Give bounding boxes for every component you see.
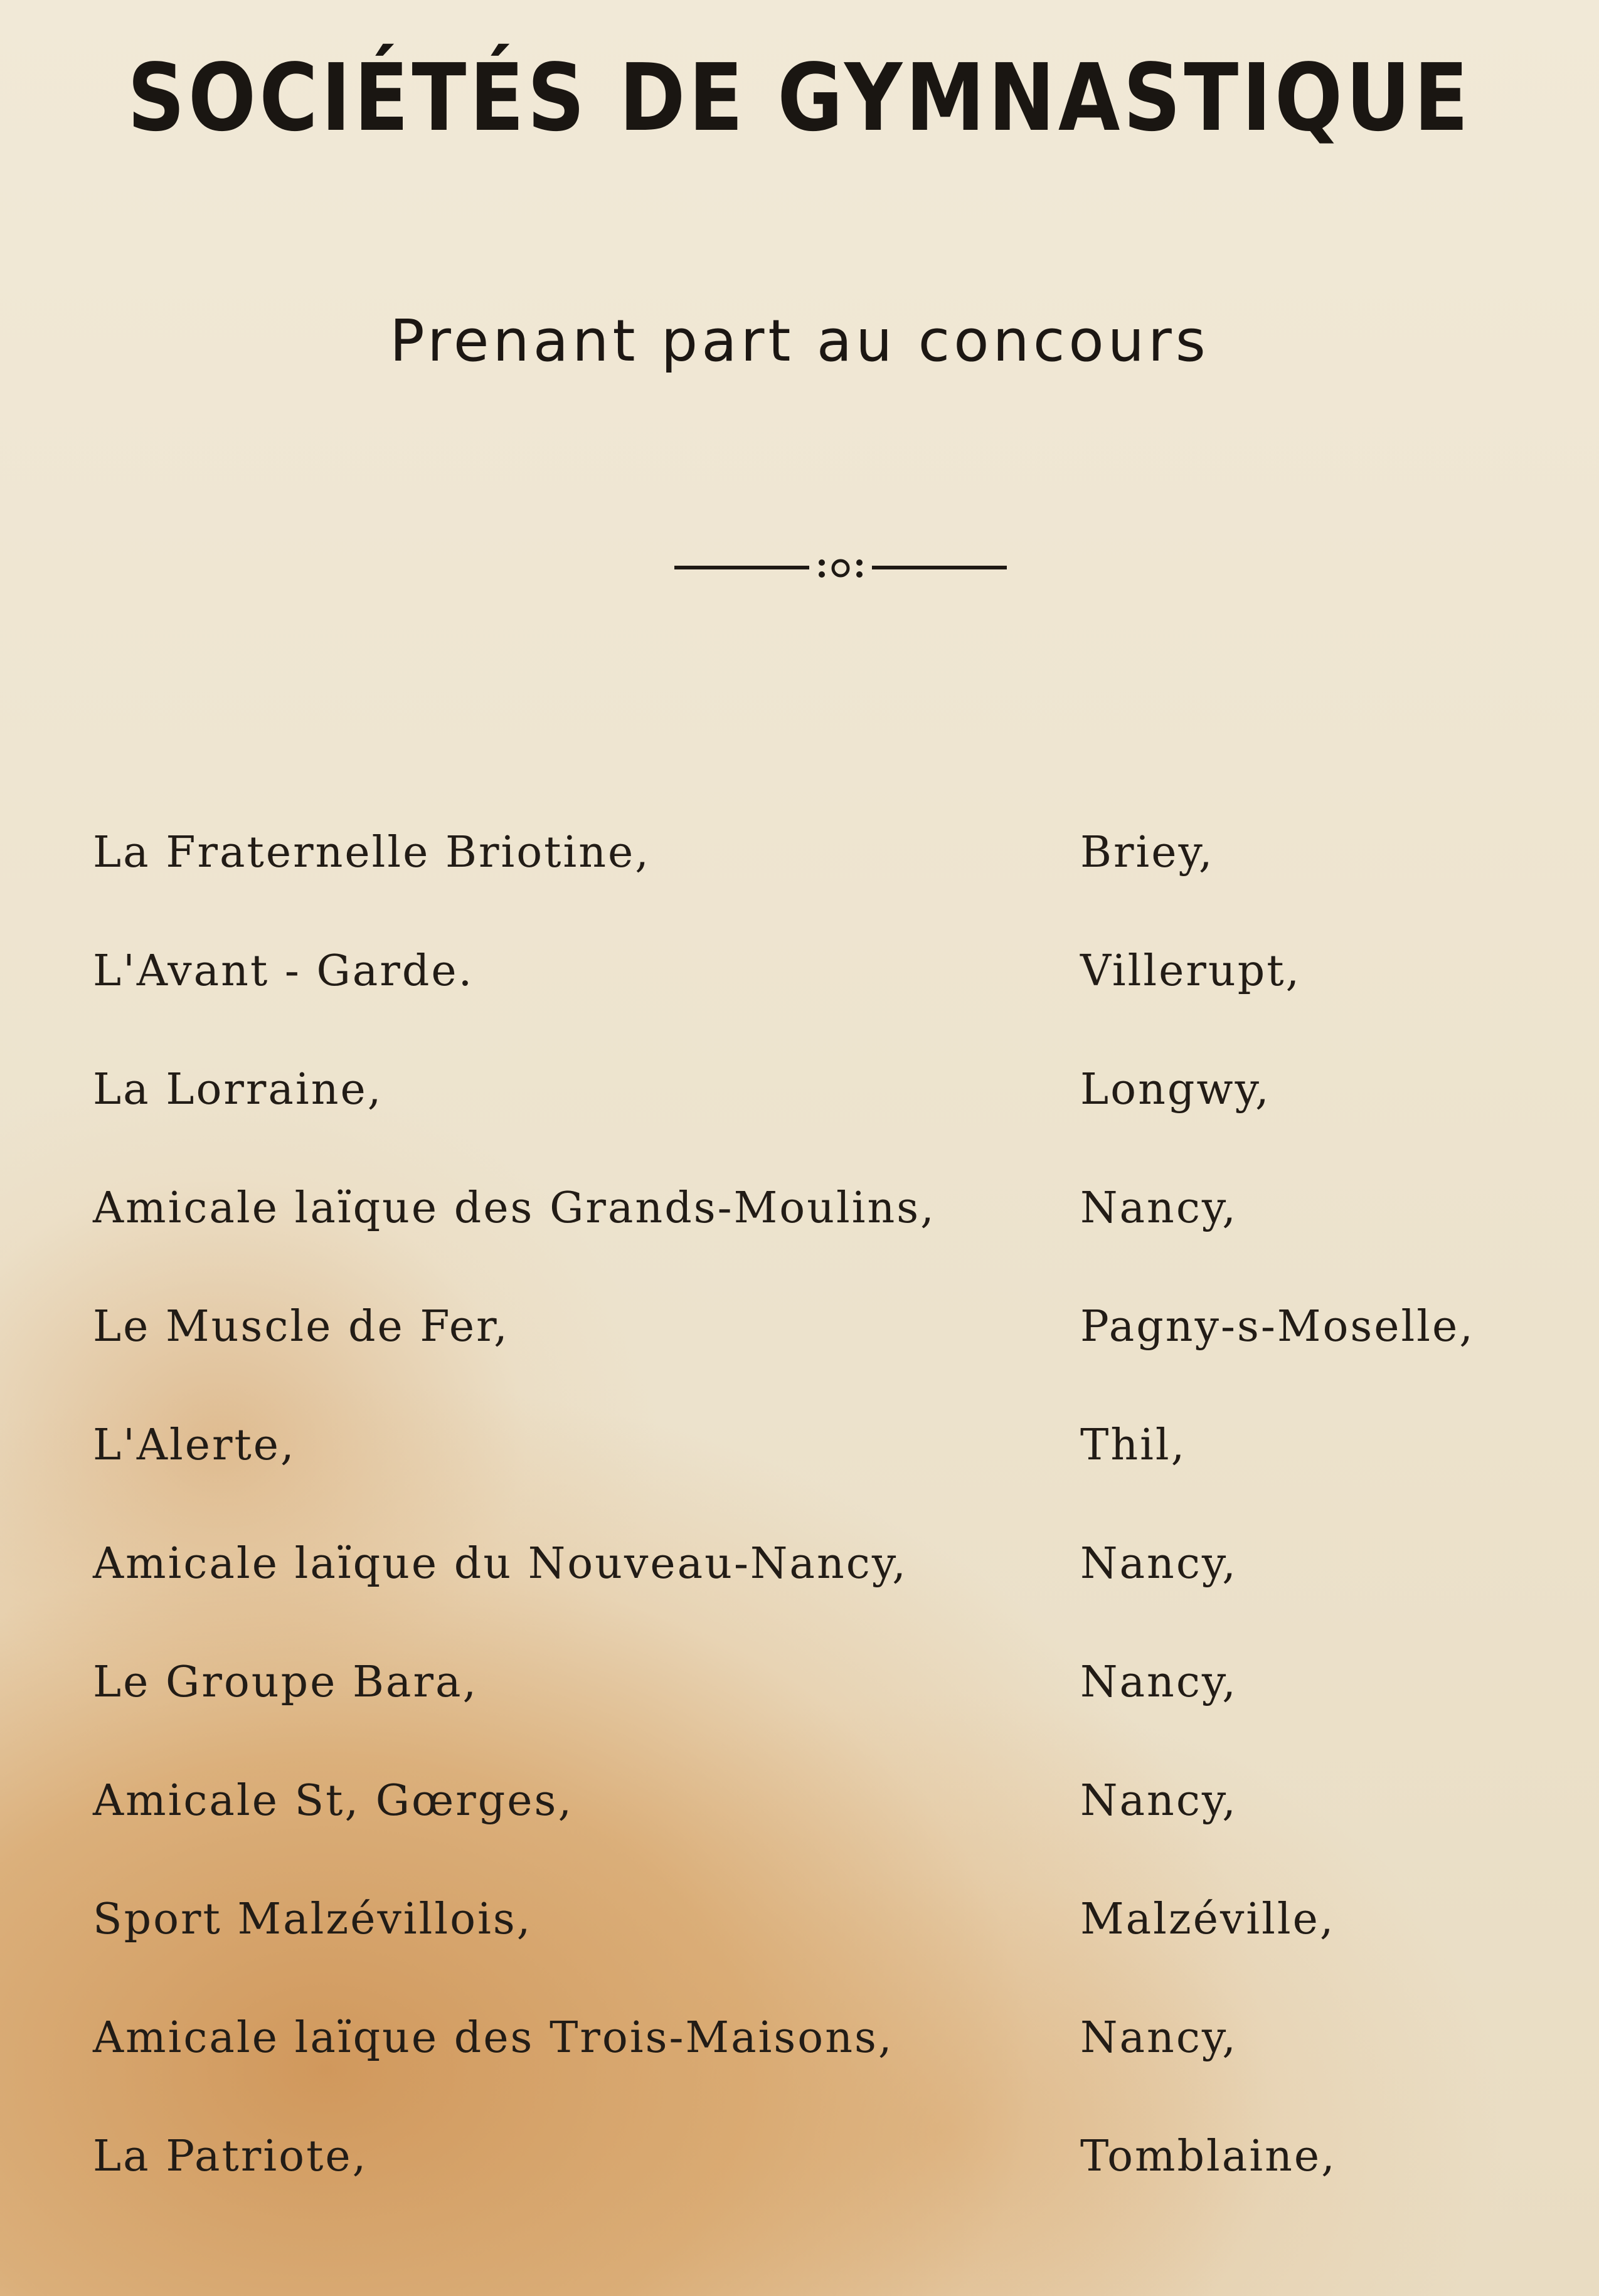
list-item xyxy=(0,828,1599,946)
society-town: Tomblaine, xyxy=(1080,2132,1337,2181)
society-name: La Fraternelle Briotine, xyxy=(93,828,651,877)
society-town: Nancy, xyxy=(1080,1776,1238,1826)
page-subtitle: Prenant part au concours xyxy=(390,307,1209,374)
society-name: L'Alerte, xyxy=(93,1420,296,1470)
list-item xyxy=(0,1302,1599,1420)
list-item xyxy=(0,1658,1599,1776)
list-item xyxy=(0,1183,1599,1302)
society-name: L'Avant - Garde. xyxy=(93,946,474,996)
society-town: Pagny-s-Moselle, xyxy=(1080,1302,1475,1352)
page-title: SOCIÉTÉS DE GYMNASTIQUE xyxy=(127,44,1472,152)
society-town: Nancy, xyxy=(1080,1183,1238,1233)
list-item xyxy=(0,1895,1599,2013)
society-town: Longwy, xyxy=(1080,1065,1271,1114)
list-item xyxy=(0,946,1599,1065)
society-name: La Patriote, xyxy=(93,2132,368,2181)
society-name: Le Muscle de Fer, xyxy=(93,1302,509,1352)
ornament-divider xyxy=(674,546,1007,590)
list-item xyxy=(0,2132,1599,2250)
list-item xyxy=(0,2013,1599,2132)
list-item xyxy=(0,1776,1599,1895)
society-name: Amicale laïque du Nouveau-Nancy, xyxy=(93,1539,908,1589)
society-town: Nancy, xyxy=(1080,2013,1238,2063)
list-item xyxy=(0,1539,1599,1658)
society-name: Amicale St, Gœrges, xyxy=(93,1776,574,1826)
society-name: Amicale laïque des Grands-Moulins, xyxy=(93,1183,936,1233)
society-town: Nancy, xyxy=(1080,1539,1238,1589)
society-name: Amicale laïque des Trois-Maisons, xyxy=(93,2013,894,2063)
society-town: Thil, xyxy=(1080,1420,1187,1470)
society-town: Nancy, xyxy=(1080,1658,1238,1707)
society-town: Villerupt, xyxy=(1080,946,1302,996)
list-item xyxy=(0,1420,1599,1539)
society-town: Briey, xyxy=(1080,828,1214,877)
list-item xyxy=(0,1065,1599,1183)
societies-list xyxy=(0,828,1599,2250)
society-name: Le Groupe Bara, xyxy=(93,1658,479,1707)
society-name: Sport Malzévillois, xyxy=(93,1895,533,1944)
society-town: Malzéville, xyxy=(1080,1895,1336,1944)
society-name: La Lorraine, xyxy=(93,1065,383,1114)
